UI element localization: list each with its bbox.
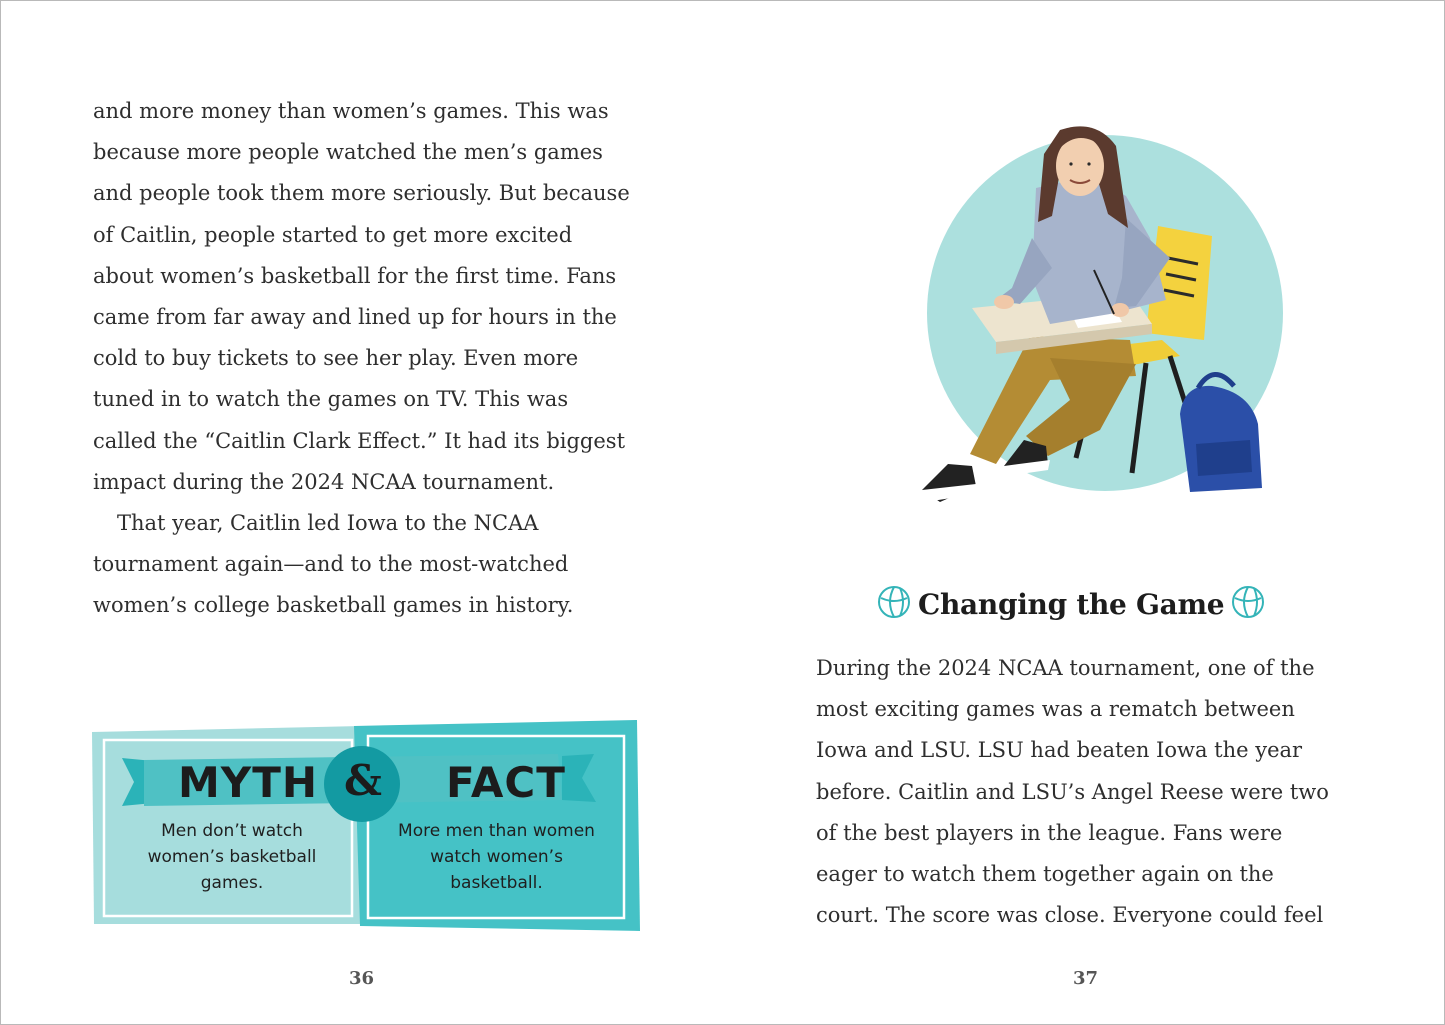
basketball-icon [876,584,912,624]
myth-text: Men don’t watch women’s basketball games. [147,821,317,893]
girl-at-school-desk-illustration [900,118,1300,522]
heading-title: Changing the Game [918,587,1225,621]
right-paragraph: During the 2024 NCAA tournament, one of the most exciting games was a rematch between Iowa and LSU. LSU had beaten Iowa the year before. Caitlin and LSU’s Angel Reese were two of the best players in the league. Fans were eager to watch them together again on the court. The score was close. Everyone could feel [816,656,1329,928]
myth-fact-box [92,718,640,933]
basketball-icon [1230,584,1266,624]
right-page-body [816,648,1341,936]
left-page-number: 36 [349,968,375,989]
ampersand: & [344,756,383,805]
right-page-number: 37 [1073,968,1099,989]
fact-text: More men than women watch women’s basketball. [398,821,595,893]
fact-label: FACT [446,758,566,807]
left-paragraph-2: That year, Caitlin led Iowa to the NCAA tournament again—and to the most-watched women’s college basketball games in history. [93,511,574,618]
left-page-body [93,91,638,627]
section-heading [876,580,1266,628]
myth-label: MYTH [178,758,319,807]
left-paragraph-1: and more money than women’s games. This was because more people watched the men’s games and people took them more seriously. But because of Caitlin, people started to get more excited about women’s basketball for the first time. Fans came from far away and lined up for hours in the cold to buy tickets to see her play. Even more tuned in to watch the games on TV. This was called the “Caitlin Clark Effect.” It had its biggest impact during the 2024 NCAA tournament. [93,99,630,494]
